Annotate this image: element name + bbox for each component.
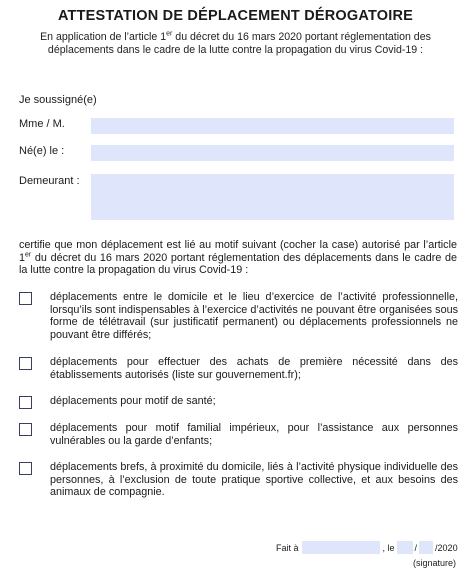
option-text: déplacements pour motif de santé; [50, 395, 216, 407]
option-text: déplacements entre le domicile et le lieu d’exercice de l’activité professionnelle, lorsqu’ils sont indispensables à l’exercice d’activités ne pouvant être organisées sous forme de télétravail (sur justificatif permanent) ou déplacements professionnels ne pouvant être différés; [50, 291, 458, 341]
option-text: déplacements pour effectuer des achats de première nécessité dans des établissements autorisés (liste sur gouvernement.fr); [50, 356, 458, 381]
page-subtitle [20, 31, 451, 56]
checkbox-exercise[interactable] [19, 462, 32, 475]
address-field-line-1[interactable] [91, 174, 454, 190]
year-label: /2020 [435, 542, 458, 553]
option-text: déplacements brefs, à proximité du domicile, liés à l’activité physique individuelle des personnes, à l’exclusion de toute pratique sportive collective, et aux besoins des animaux de compagnie. [50, 461, 458, 499]
subtitle-superscript: er [166, 30, 173, 38]
address-field-line-3[interactable] [91, 204, 454, 220]
date-separator: / [414, 542, 418, 553]
certify-superscript: er [25, 251, 32, 258]
checkbox-family[interactable] [19, 423, 32, 436]
address-field-line-2[interactable] [91, 189, 454, 205]
name-label: Mme / M. [19, 118, 65, 130]
signature-label: (signature) [413, 558, 457, 568]
name-field[interactable] [91, 118, 454, 134]
option-text: déplacements pour motif familial impérieux, pour l’assistance aux personnes vulnérables ou la garde d’enfants; [50, 422, 458, 447]
made-at-label: Fait à [276, 542, 299, 553]
certify-text [19, 239, 457, 277]
footer-line [276, 541, 458, 554]
birthdate-field[interactable] [91, 145, 454, 161]
date-on-label: , le [382, 542, 395, 553]
birthdate-label: Né(e) le : [19, 145, 65, 157]
address-label: Demeurant : [19, 175, 80, 187]
checkbox-health[interactable] [19, 396, 32, 409]
certify-text-end: du décret du 16 mars 2020 portant réglementation des déplacements dans le cadre de la lutte contre la propagation du virus Covid-19 : [19, 251, 457, 277]
checkbox-purchases[interactable] [19, 357, 32, 370]
subtitle-text-end: du décret du 16 mars 2020 portant réglementation des déplacements dans le cadre de la lutte contre la propagation du virus Covid-19 : [47, 31, 431, 56]
day-field[interactable] [397, 541, 413, 554]
month-field[interactable] [419, 541, 433, 554]
subtitle-text-start: En application de l’article 1 [40, 31, 167, 43]
checkbox-professional[interactable] [19, 292, 32, 305]
place-field[interactable] [302, 541, 380, 554]
intro-label: Je soussigné(e) [19, 94, 97, 106]
page-title: ATTESTATION DE DÉPLACEMENT DÉROGATOIRE [57, 8, 414, 24]
certify-text-start: certifie que mon déplacement est lié au motif suivant (cocher la case) autorisé par l’article 1 [19, 239, 457, 264]
